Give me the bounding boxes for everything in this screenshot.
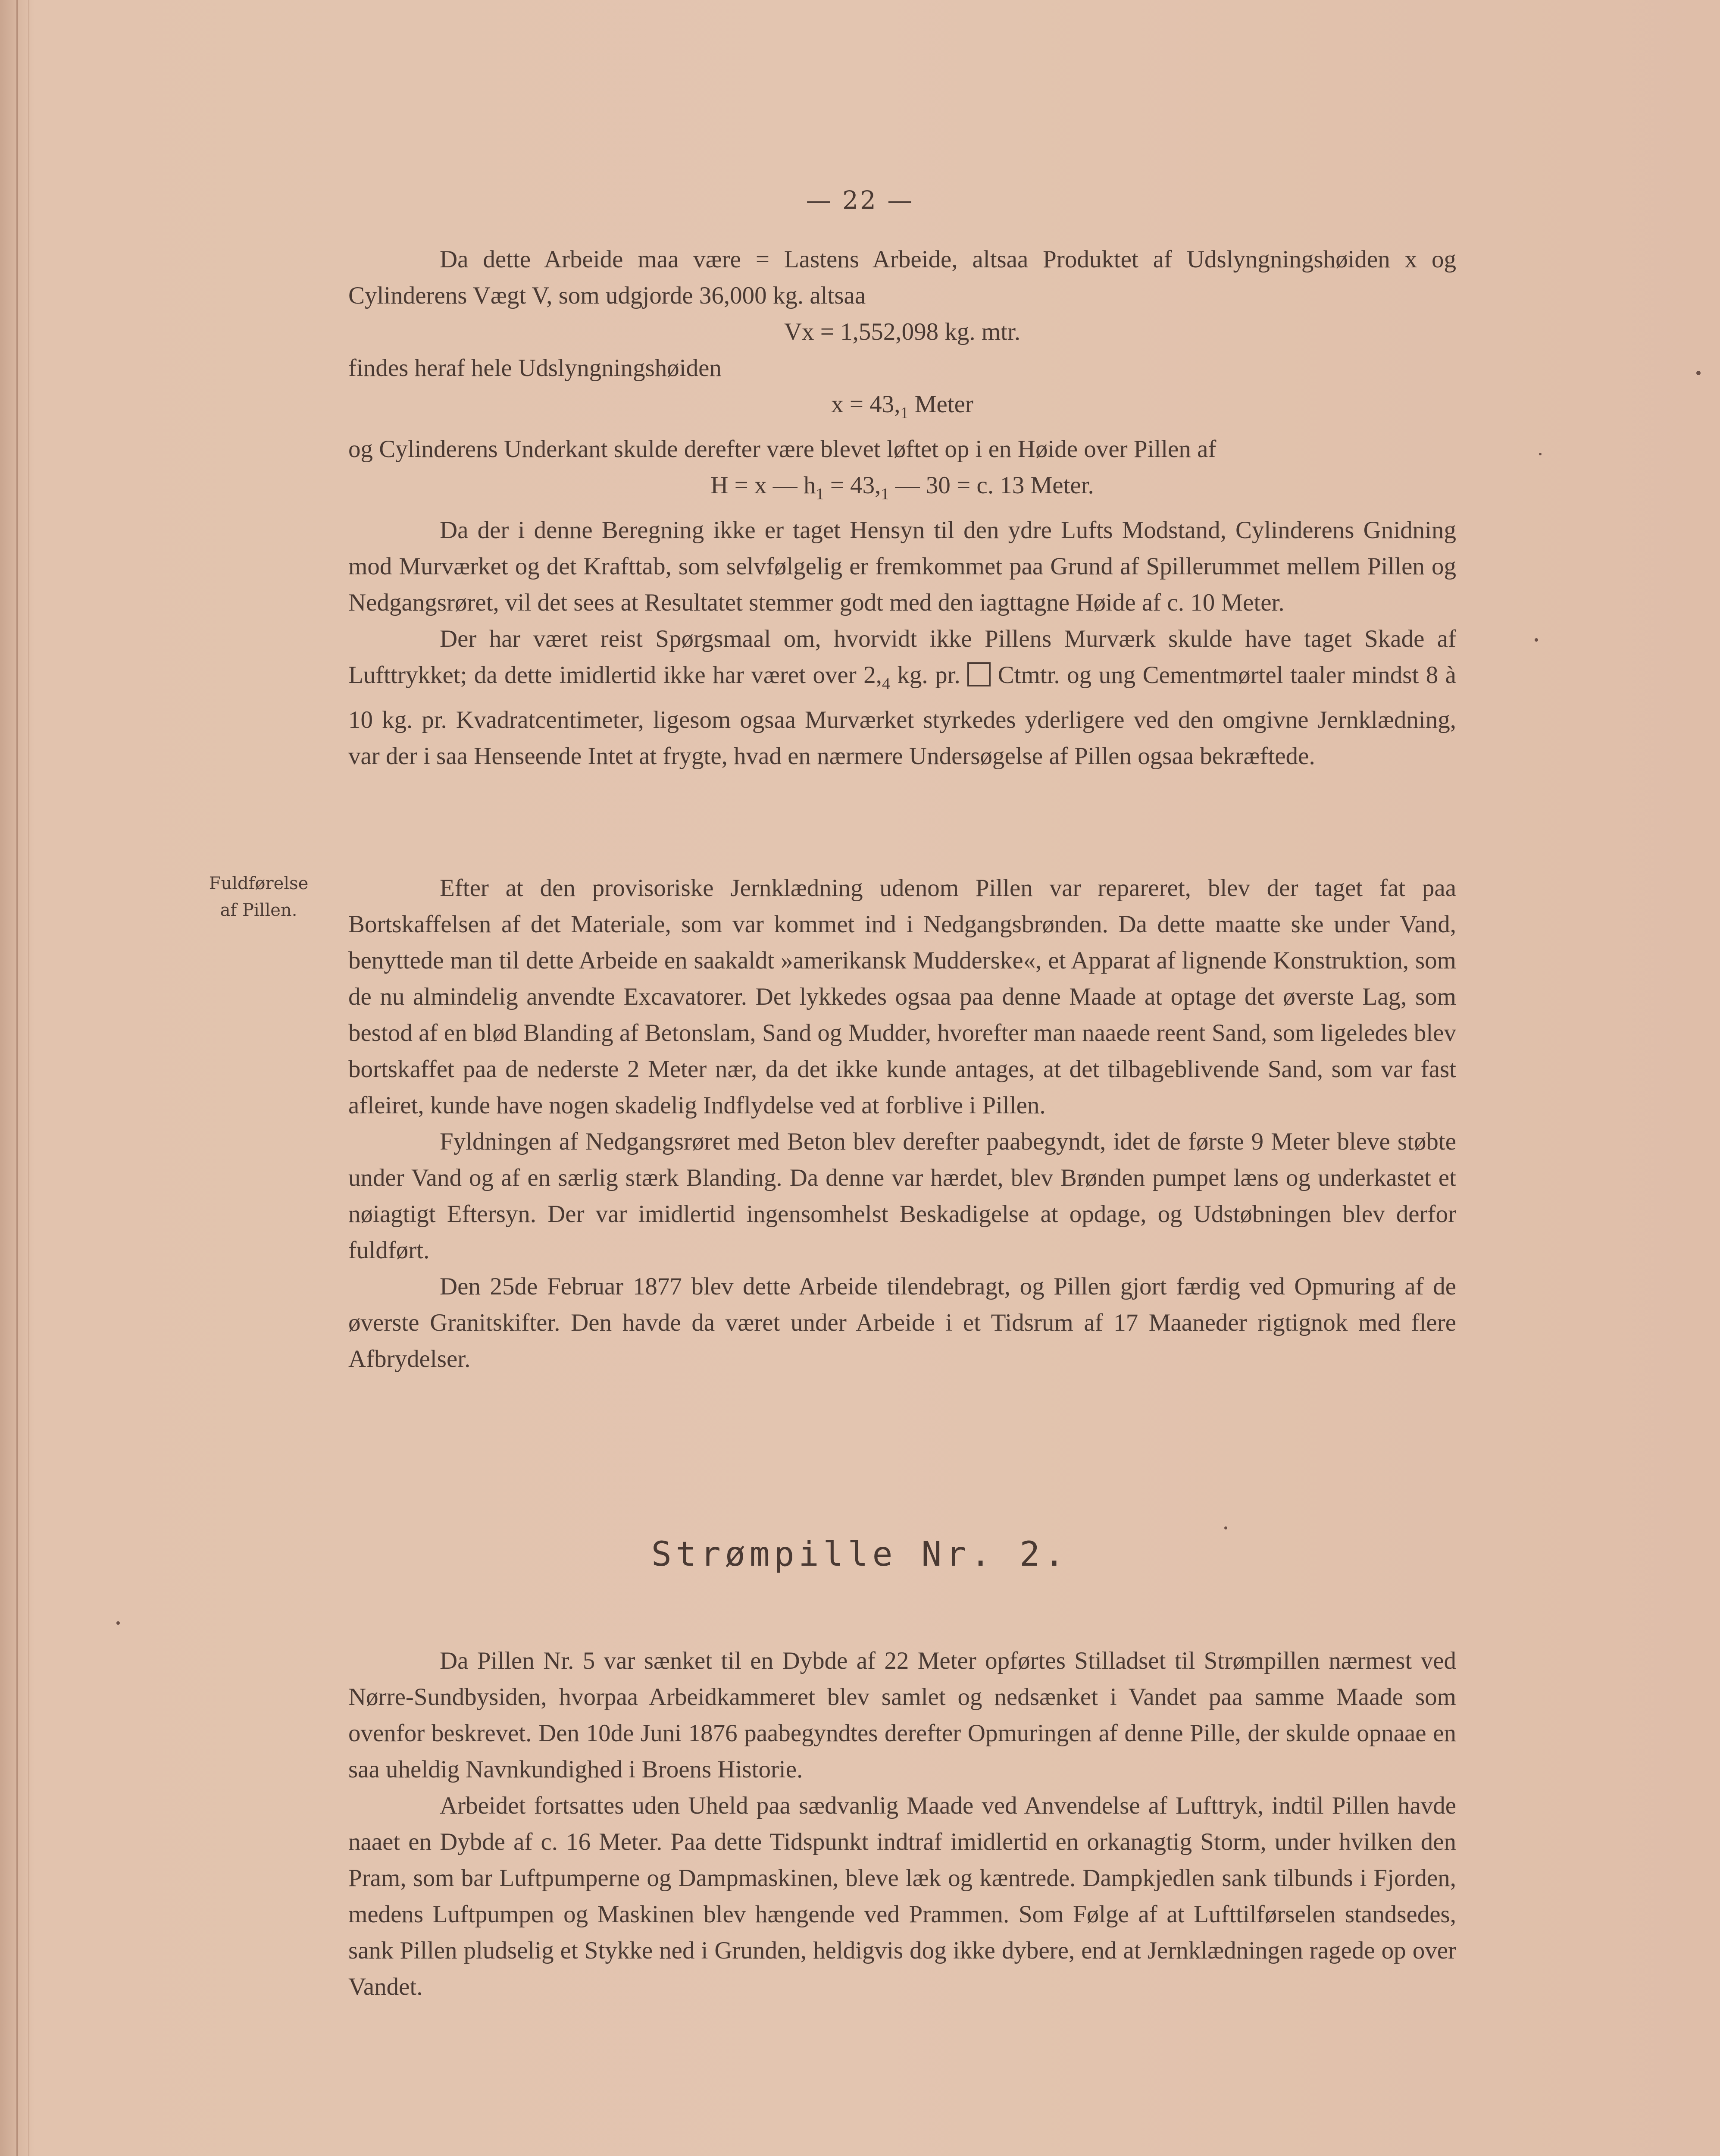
- subscript: 1: [816, 485, 824, 503]
- paragraph: Efter at den provisoriske Jernklædning udenom Pillen var repareret, blev der taget fat paa Bortskaffelsen af det Materiale, som var kommet ind i Nedgangsbrønden. Da dette maatte ske under Vand, benyttede man til dette Arbeide en saakaldt »amerikansk Mudderske«, et Apparat af lignende Konstruktion, som de nu almindelig anvendte Excavatorer. Det lykkedes ogsaa paa denne Maade at optage det øverste Lag, som bestod af en blød Blanding af Betonslam, Sand og Mudder, hvorefter man naaede reent Sand, som ligeledes blev bortskaffet paa de nederste 2 Meter nær, da det ikke kunde antages, at det tilbageblivende Sand, som var fast afleiret, kunde have nogen skadelig Indflydelse ved at forblive i Pillen.: [348, 874, 1456, 1119]
- paper-speck: [1696, 371, 1701, 375]
- paragraph: [348, 621, 1456, 774]
- middle-text-block: [348, 870, 1456, 1377]
- side-note-line: Fuldførelse: [209, 874, 309, 893]
- square-symbol-icon: [967, 662, 991, 686]
- subscript: 1: [881, 485, 889, 503]
- paragraph: findes heraf hele Udslyngningshøiden: [348, 354, 722, 382]
- equation: [348, 467, 1456, 512]
- paragraph: Da der i denne Beregning ikke er taget Hensyn til den ydre Lufts Modstand, Cylinderens Gnidning mod Murværket og det Krafttab, som selvfølgelig er fremkommet paa Grund af Spillerummet mellem Pillen og Nedgangsrøret, vil det sees at Resultatet stemmer godt med den iagttagne Høide af c. 10 Meter.: [348, 517, 1456, 616]
- page-edge-line: [16, 0, 18, 2156]
- paragraph: Arbeidet fortsattes uden Uheld paa sædvanlig Maade ved Anvendelse af Lufttryk, indtil Pillen havde naaet en Dybde af c. 16 Meter. Paa dette Tidspunkt indtraf imidlertid en orkanagtig Storm, under hvilken den Pram, som bar Luftpumperne og Dampmaskinen, bleve læk og kæntrede. Dampkjedlen sank tilbunds i Fjorden, medens Luftpumpen og Maskinen blev hængende ved Prammen. Som Følge af at Lufttilførselen standsedes, sank Pillen pludselig et Stykke ned i Grunden, heldigvis dog ikke dybere, end at Jernklædningen ragede op over Vandet.: [348, 1792, 1456, 2000]
- equation: [348, 386, 1456, 431]
- paper-speck: [1224, 1526, 1227, 1529]
- bottom-text-block: [348, 1643, 1456, 2005]
- side-note: [181, 870, 336, 924]
- equation-text: — 30 = c. 13 Meter.: [889, 472, 1094, 499]
- side-note-line: af Pillen.: [220, 900, 297, 920]
- paper-speck: [1535, 638, 1538, 642]
- paragraph: Da dette Arbeide maa være = Lastens Arbeide, altsaa Produktet af Udslyngningshøiden x og Cylinderens Vægt V, som udgjorde 36,000 kg. altsaa: [348, 246, 1456, 309]
- equation-text: x = 43,: [831, 391, 901, 418]
- top-text-block: [348, 241, 1456, 774]
- paragraph-text: kg. pr.: [890, 661, 960, 689]
- paper-speck: [116, 1621, 120, 1625]
- equation-text: H = x — h: [710, 472, 816, 499]
- paragraph-text: Der har været reist Spørgsmaal om, hvorvidt ikke Pillens Murværk skulde have taget Skade af Lufttrykket; da dette imidlertid ikke har været over 2,: [348, 625, 1456, 689]
- section-heading: Strømpille Nr. 2.: [651, 1535, 1069, 1574]
- equation-text: Meter: [908, 391, 973, 418]
- paragraph: Den 25de Februar 1877 blev dette Arbeide tilendebragt, og Pillen gjort færdig ved Opmuring af de øverste Granitskifter. Den havde da været under Arbeide i et Tidsrum af 17 Maaneder rigtignok med flere Afbrydelser.: [348, 1273, 1456, 1373]
- paper-speck: [1539, 453, 1542, 455]
- subscript: 4: [882, 675, 890, 693]
- paragraph: Fyldningen af Nedgangsrøret med Beton blev derefter paabegyndt, idet de første 9 Meter bleve støbte under Vand og af en særlig stærk Blanding. Da denne var hærdet, blev Brønden pumpet læns og underkastet et nøiagtigt Eftersyn. Der var imidlertid ingensomhelst Beskadigelse at opdage, og Udstøbningen blev derfor fuldført.: [348, 1128, 1456, 1264]
- paragraph: Da Pillen Nr. 5 var sænket til en Dybde af 22 Meter opførtes Stilladset til Strømpillen nærmest ved Nørre-Sundbysiden, hvorpaa Arbeidkammeret blev samlet og nedsænket i Vandet paa samme Maade som ovenfor beskrevet. Den 10de Juni 1876 paabegyndtes derefter Opmuringen af denne Pille, der skulde opnaae en saa uheldig Navnkundighed i Broens Historie.: [348, 1647, 1456, 1783]
- page-number: — 22 —: [806, 185, 914, 215]
- subscript: 1: [900, 404, 909, 422]
- paragraph: og Cylinderens Underkant skulde derefter være blevet løftet op i en Høide over Pillen af: [348, 436, 1217, 463]
- equation-text: Vx = 1,552,098 kg. mtr.: [784, 318, 1021, 345]
- equation-text: = 43,: [824, 472, 881, 499]
- equation: [348, 314, 1456, 350]
- paragraph-text: Ctmtr. og ung Cementmørtel taaler mindst 8 à 10 kg. pr. Kvadratcentimeter, ligesom ogsaa Murværket styrkedes yderligere ved den omgivne Jernklædning, var der i saa Henseende Intet at frygte, hvad en nærmere Undersøgelse af Pillen ogsaa bekræftede.: [348, 661, 1456, 770]
- page-edge-line: [28, 0, 29, 2156]
